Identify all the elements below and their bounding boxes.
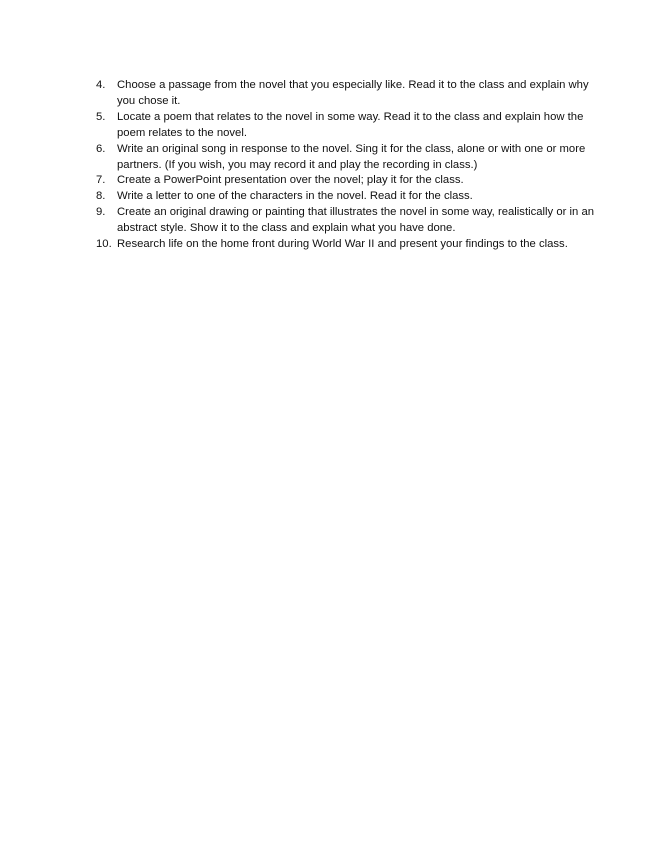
list-item — [96, 205, 596, 237]
item-text: Choose a passage from the novel that you especially like. Read it to the class and explain why you chose it. — [117, 79, 589, 107]
item-text: Locate a poem that relates to the novel in some way. Read it to the class and explain how the poem relates to the novel. — [117, 110, 584, 139]
item-text: Create a PowerPoint presentation over the novel; play it for the class. — [117, 174, 464, 187]
item-text: Research life on the home front during World War II and present your findings to the class. — [117, 238, 568, 251]
list-item — [96, 173, 596, 189]
list-item — [96, 78, 596, 110]
item-text: Write an original song in response to the novel. Sing it for the class, alone or with one or more partners. (If you wish, you may record it and play the recording in class.) — [117, 142, 586, 171]
item-text: Write a letter to one of the characters in the novel. Read it for the class. — [117, 190, 473, 203]
assignment-list — [96, 78, 596, 253]
list-item — [96, 142, 596, 174]
item-number: 9. — [96, 206, 106, 219]
item-text: Create an original drawing or painting that illustrates the novel in some way, realistically or in an abstract style. Show it to the class and explain what you have done. — [117, 206, 595, 235]
item-number: 7. — [96, 174, 106, 187]
list-item — [96, 110, 596, 142]
item-number: 5. — [96, 110, 106, 123]
item-number: 4. — [96, 79, 106, 91]
item-number: 8. — [96, 190, 106, 203]
list-item — [96, 237, 596, 253]
item-number: 6. — [96, 142, 106, 155]
item-number: 10. — [96, 238, 112, 251]
list-item — [96, 189, 596, 205]
